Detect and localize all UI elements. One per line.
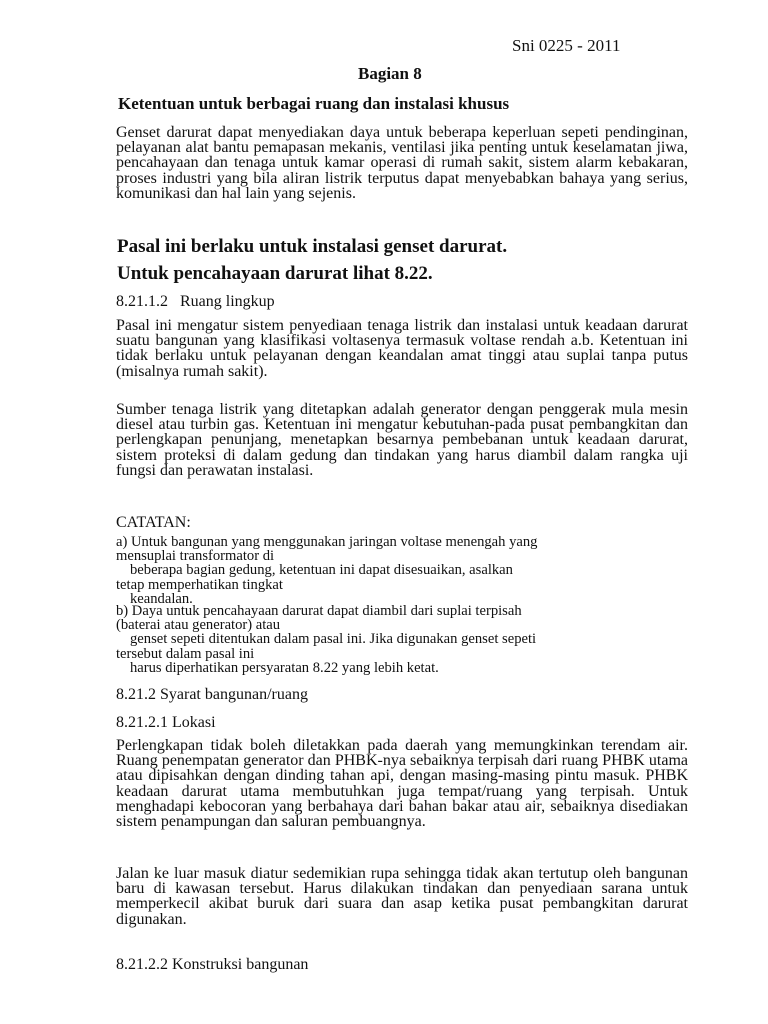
note-a-line: mensuplai transformator di: [116, 548, 275, 565]
scope-paragraph: Pasal ini mengatur sistem penyediaan tenaga listrik dan instalasi untuk keadaan darurat suatu bangunan yang klasifikasi voltasenya termasuk voltase rendah a.b. Ketentuan ini tidak berlaku untuk pelayanan dengan keandalan amat tinggi atau suplai tanpa putus (misalnya rumah sakit).: [116, 317, 688, 380]
note-b-line: tersebut dalam pasal ini: [116, 645, 255, 662]
note-a-line: beberapa bagian gedung, ketentuan ini dapat disesuaikan, asalkan: [130, 562, 513, 579]
access-paragraph: Jalan ke luar masuk diatur sedemikian rupa sehingga tidak akan tertutup oleh bangunan baru di kawasan tersebut. Harus dilakukan tindakan dan penyediaan sarana untuk memperkecil akibat buruk dari suara dan asap ketika pusat pembangkitan darurat digunakan.: [116, 865, 688, 928]
note-a-line: tetap memperhatikan tingkat: [116, 576, 283, 593]
note-b-line: b) Daya untuk pencahayaan darurat dapat diambil dari suplai terpisah: [116, 603, 522, 619]
section-heading-syarat-bangunan: 8.21.2 Syarat bangunan/ruang: [116, 686, 308, 703]
emergency-lighting-reference: Untuk pencahayaan darurat lihat 8.22.: [117, 263, 433, 284]
notes-label: CATATAN:: [116, 514, 191, 531]
scope-statement: Pasal ini berlaku untuk instalasi genset darurat.: [117, 236, 508, 257]
note-a: [116, 535, 537, 606]
intro-paragraph: Genset darurat dapat menyediakan daya untuk beberapa keperluan sepeti pendinginan, pelayanan alat bantu pemapasan mekanis, ventilasi jika penting untuk keselamatan jiwa, pencahayaan dan tenaga untuk kamar operasi di rumah sakit, sistem alarm kebakaran, proses industri yang bila aliran listrik terputus dapat menyebabkan bahaya yang serius, komunikasi dan hal lain yang sejenis.: [116, 124, 688, 202]
part-title: Bagian 8: [358, 64, 422, 83]
note-a-line: keandalan.: [130, 590, 193, 607]
page-title: Ketentuan untuk berbagai ruang dan instalasi khusus: [118, 94, 510, 113]
note-a-line: a) Untuk bangunan yang menggunakan jaringan voltase menengah yang: [116, 534, 538, 550]
location-paragraph: Perlengkapan tidak boleh diletakkan pada daerah yang memungkinkan terendam air. Ruang penempatan generator dan PHBK-nya sebaiknya terpisah dari ruang PHBK utama atau dipisahkan dengan dinding tahan api, dengan masing-masing pintu masuk. PHBK keadaan darurat utama membutuhkan juga tempat/ruang yang terpisah. Untuk menghadapi kebocoran yang berbahaya dari bahan bakar atau air, sebaiknya disediakan sistem penampungan dan saluran pembuangnya.: [116, 737, 688, 831]
section-heading-konstruksi: 8.21.2.2 Konstruksi bangunan: [116, 956, 309, 973]
section-heading-lokasi: 8.21.2.1 Lokasi: [116, 714, 216, 731]
note-b-line: (baterai atau generator) atau: [116, 617, 281, 634]
note-b-line: genset sepeti ditentukan dalam pasal ini. Jika digunakan genset sepeti: [130, 631, 537, 648]
note-b: [116, 604, 536, 675]
note-b-line: harus diperhatikan persyaratan 8.22 yang lebih ketat.: [130, 659, 439, 676]
power-source-paragraph: Sumber tenaga listrik yang ditetapkan adalah generator dengan penggerak mula mesin diesel atau turbin gas. Ketentuan ini mengatur kebutuhan-pada pusat pembangkitan dan perlengkapan penunjang, menetapkan besarnya pembebanan untuk keadaan darurat, sistem proteksi di dalam gedung dan tindakan yang harus diambil dalam rangka uji fungsi dan perawatan instalasi.: [116, 401, 688, 479]
section-heading-ruang-lingkup: 8.21.1.2 Ruang lingkup: [116, 293, 275, 310]
document-id: Sni 0225 - 2011: [512, 36, 621, 55]
